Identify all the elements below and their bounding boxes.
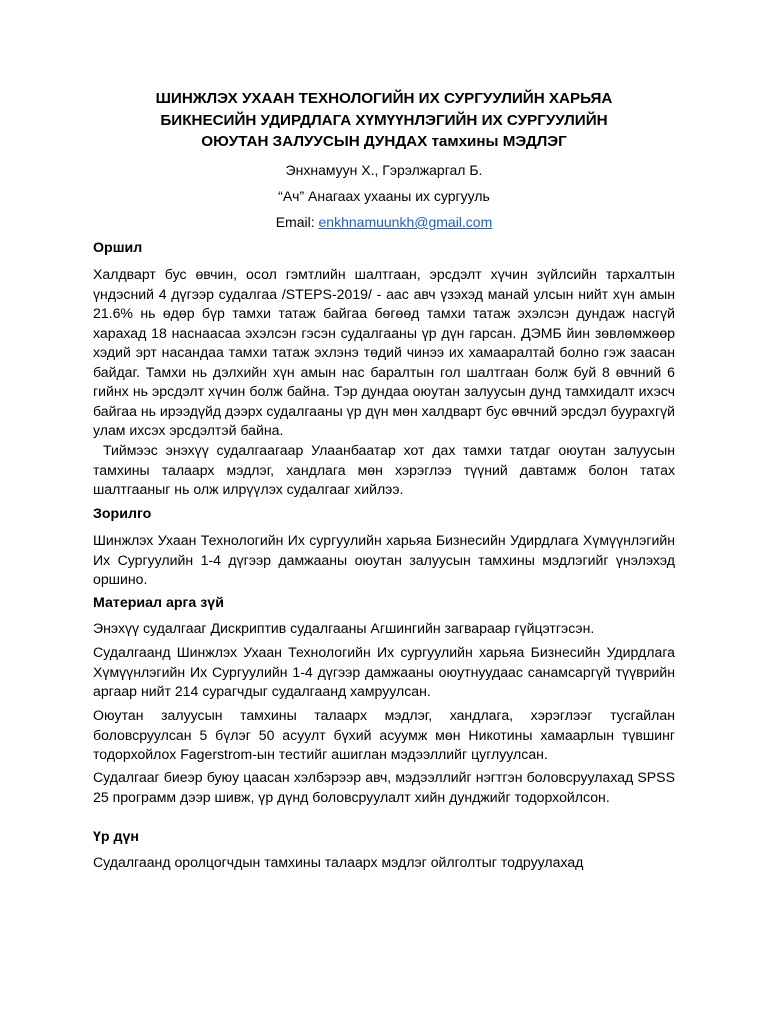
methods-paragraph-4: Судалгааг биеэр буюу цаасан хэлбэрээр авч, мэдээллийг нэгтгэн боловсруулахад SPSS 25 программ дээр шивж, үр дүнд боловсруулалт хийн дунджийг тодорхойлсон. [93, 769, 675, 805]
heading-intro: Оршил [93, 240, 143, 256]
heading-methods: Материал арга зүй [93, 595, 224, 611]
methods-paragraph-2: Судалгаанд Шинжлэх Ухаан Технологийн Их сургуулийн харьяа Бизнесийн Удирдлага Хүмүүнлэгийн Их Сургуулийн 1-4 дүгээр дамжааны оюутнуудаас санамсаргүй түүврийн аргаар нийт 214 сурагчдыг судалгаанд хамруулсан. [93, 644, 675, 699]
title-line-3-upper: ОЮУТАН ЗАЛУУСЫН ДУНДАХ [201, 133, 428, 150]
title-line-2: БИКНЕСИЙН УДИРДЛАГА ХҮМҮҮНЛЭГИЙН ИХ СУРГУУЛИЙН [160, 111, 608, 129]
paper-title [90, 88, 678, 153]
authors: Энхнамуун Х., Гэрэлжаргал Б. [285, 162, 483, 178]
methods-paragraph-1: Энэхүү судалгааг Дискриптив судалгааны Агшингийн загвараар гүйцэтгэсэн. [93, 620, 595, 636]
email-link[interactable]: enkhnamuunkh@gmail.com [318, 214, 493, 230]
email-label: Email: [275, 214, 319, 230]
intro-paragraph-2: Тиймээс энэхүү судалгаагаар Улаанбаатар хот дах тамхи татдаг оюутан залуусын тамхины талаарх мэдлэг, хандлага мөн хэрэглээ түүний давтамж болон татах шалтгааныг нь олж илрүүлэх судалгааг хийлээ. [93, 442, 675, 497]
aim-paragraph: Шинжлэх Ухаан Технологийн Их сургуулийн харьяа Бизнесийн Удирдлага Хүмүүнлэгийн Их Сургуулийн 1-4 дүгээр дамжааны оюутан залуусын тамхины мэдлэгийг үнэлэхэд оршино. [93, 532, 675, 587]
heading-aim: Зорилго [93, 506, 152, 522]
title-line-3-lower: тамхины МЭДЛЭГ [427, 133, 567, 150]
email-line [0, 213, 768, 231]
results-paragraph-1: Судалгаанд оролцогчдын тамхины талаарх мэдлэг ойлголтыг тодруулахад [93, 854, 584, 870]
heading-results: Үр дүн [93, 829, 139, 845]
affiliation: “Ач” Анагаах ухааны их сургууль [278, 188, 490, 204]
methods-paragraph-3: Оюутан залуусын тамхины талаарх мэдлэг, хандлага, хэрэглээг тусгайлан боловсруулсан 5 бүлэг 50 асуулт бүхий асуумж мөн Никотины хамаарлын түвшинг тодорхойлох Fagerstrom-ын тестийг ашиглан мэдээллийг цуглуулсан. [93, 707, 675, 762]
intro-paragraph-1: Халдварт бус өвчин, осол гэмтлийн шалтгаан, эрсдэлт хүчин зүйлсийн тархалтын үндэсний 4 дүгээр судалгаа /STEPS-2019/ - аас авч үзэхэд манай улсын нийт хүн амын 21.6% нь өдөр бүр тамхи татаж байгаа бөгөөд тамхи татаж эхэлсэн дундаж насгүй харахад 18 наснаасаа эхэлсэн гэсэн судалгааны үр дүн гарсан. ДЭМБ йин зөвлөмжөөр хэдий эрт насандаа тамхи татаж эхлэнэ төдий чинээ их хамааралтай болно гэж заасан байдаг. Тамхи нь дэлхийн хүн амын нас баралтын гол шалтгаан болж буй 8 өвчний 6 гийнх нь эрсдэлт хүчин болж байна. Тэр дундаа оюутан залуусын дунд тамхидалт ихэсч байгаа нь ирээдүйд дээрх судалгааны үр дүн мөн халдварт бус өвчний эрсдэл буурахгүй улам ихсэх эрсдэлтэй байна. [93, 266, 675, 438]
title-line-1: ШИНЖЛЭХ УХААН ТЕХНОЛОГИЙН ИХ СУРГУУЛИЙН ХАРЬЯА [155, 90, 613, 107]
